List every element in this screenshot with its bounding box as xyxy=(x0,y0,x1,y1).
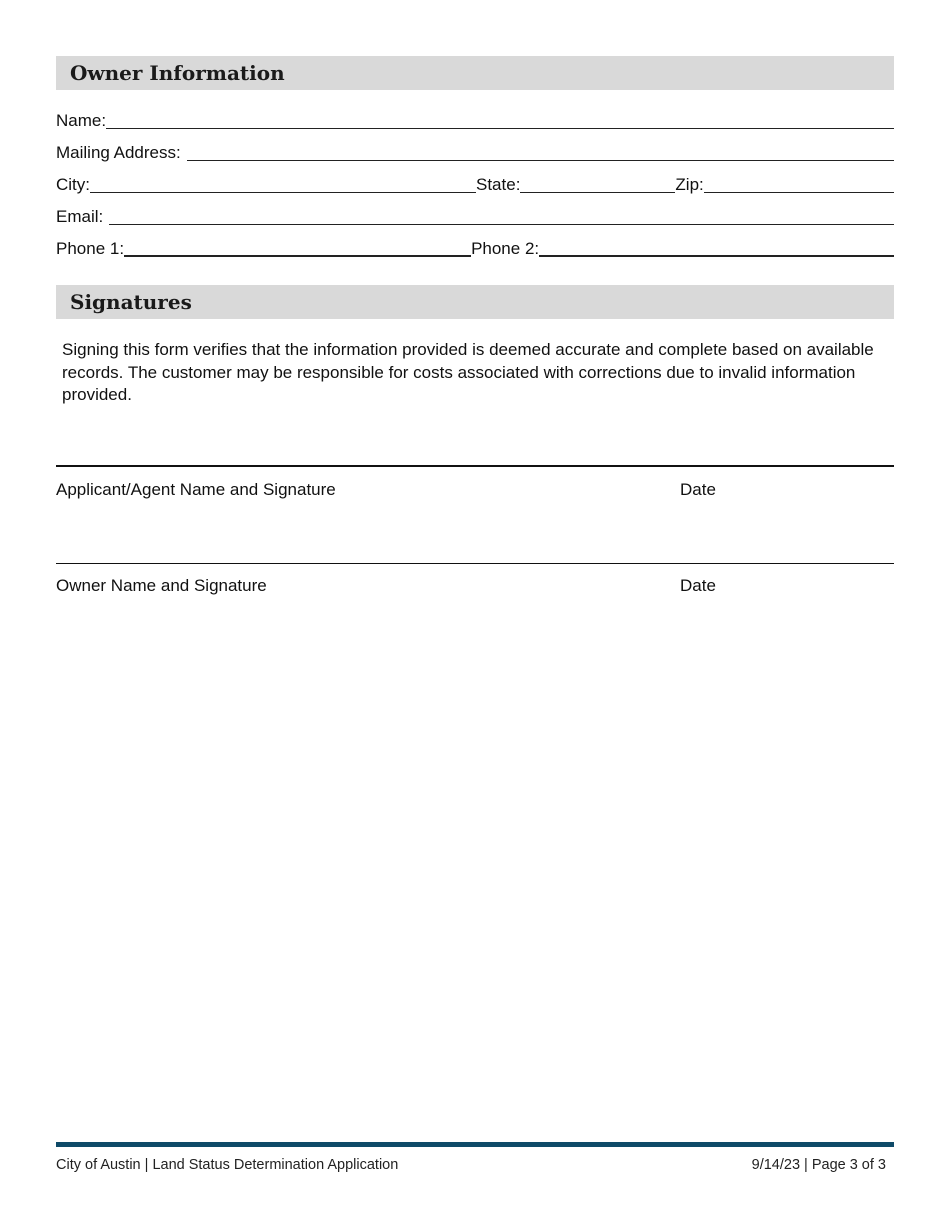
city-state-zip-row xyxy=(56,172,894,196)
phone-row xyxy=(56,236,894,260)
zip-field[interactable] xyxy=(704,172,894,193)
phone2-label: Phone 2: xyxy=(471,239,540,258)
email-label: Email: xyxy=(56,207,104,226)
owner-information-heading: Owner Information xyxy=(56,56,894,90)
city-label: City: xyxy=(56,175,90,194)
mailing-address-label: Mailing Address: xyxy=(56,143,181,162)
mailing-address-row xyxy=(56,140,894,164)
phone2-field[interactable] xyxy=(539,235,894,257)
phone1-label: Phone 1: xyxy=(56,239,125,258)
footer-page-info: 9/14/23 | Page 3 of 3 xyxy=(751,1157,886,1173)
state-label: State: xyxy=(476,175,521,194)
footer-document-title: City of Austin | Land Status Determination Application xyxy=(56,1157,399,1173)
signature-statement: Signing this form verifies that the information provided is deemed accurate and complete based on available records. The customer may be responsible for costs associated with corrections due to invalid information provided. xyxy=(62,340,874,404)
signatures-heading: Signatures xyxy=(56,285,894,319)
zip-label: Zip: xyxy=(675,175,704,194)
applicant-signature-label: Applicant/Agent Name and Signature xyxy=(56,480,336,499)
owner-signature-label: Owner Name and Signature xyxy=(56,576,267,595)
applicant-signature-line[interactable] xyxy=(56,465,894,467)
city-field[interactable] xyxy=(90,172,476,193)
name-row xyxy=(56,108,894,132)
email-row xyxy=(56,204,894,228)
name-label: Name: xyxy=(56,111,107,130)
mailing-address-field[interactable] xyxy=(187,140,894,161)
footer-divider xyxy=(56,1142,894,1147)
owner-signature-line[interactable] xyxy=(56,563,894,564)
phone1-field[interactable] xyxy=(124,235,471,257)
name-field[interactable] xyxy=(106,108,894,129)
email-field[interactable] xyxy=(109,204,894,225)
applicant-date-label: Date xyxy=(680,480,716,499)
state-field[interactable] xyxy=(520,172,675,193)
owner-date-label: Date xyxy=(680,576,716,595)
